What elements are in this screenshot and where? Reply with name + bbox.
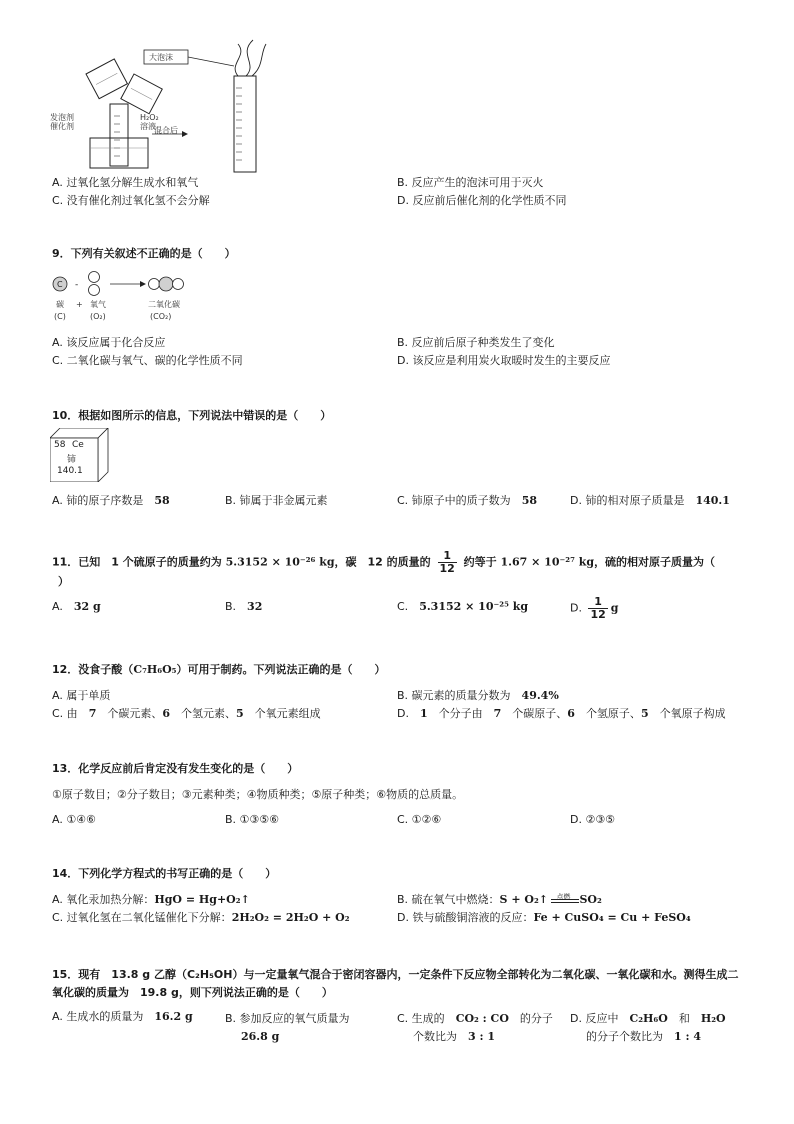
carbon-combustion-diagram — [50, 268, 200, 302]
mixed-label: 混合后 — [154, 126, 178, 135]
q12-option-b[interactable]: B. 碳元素的质量分数为 49.4% — [397, 689, 559, 702]
q10-stem: 10．根据如图所示的信息，下列说法中错误的是（ ） — [52, 409, 332, 422]
oxygen-formula: (O₂) — [90, 312, 106, 321]
element-symbol: Ce — [72, 440, 84, 450]
plus-sign: + — [76, 300, 83, 309]
q11-option-c[interactable]: C. 5.3152 × 10⁻²⁵ kg — [397, 600, 529, 613]
fraction-option-d: $\frac{1}{12}$ — [590, 595, 606, 621]
foam-wisp — [235, 40, 266, 76]
q11-option-a[interactable]: A. 32 g — [52, 600, 101, 613]
q12-option-c[interactable]: C. 由 7 个碳元素、6 个氢元素、5 个氧元素组成 — [52, 707, 321, 720]
q8-option-a[interactable]: A. 过氧化氢分解生成水和氧气 — [52, 176, 199, 189]
q9-stem: 9．下列有关叙述不正确的是（ ） — [52, 247, 236, 260]
q8-figure — [48, 36, 278, 176]
q8-option-b[interactable]: B. 反应产生的泡沫可用于灭火 — [397, 176, 544, 189]
q10-option-c[interactable]: C. 铈原子中的质子数为 58 — [397, 494, 537, 507]
q12-option-a[interactable]: A. 属于单质 — [52, 689, 111, 702]
q14-option-b[interactable]: B. 硫在氧气中燃烧：S + O₂↑ 点燃 SO₂ — [397, 893, 602, 906]
q13-stem: 13．化学反应前后肯定没有发生变化的是（ ） — [52, 762, 299, 775]
carbon-name: 碳 — [56, 300, 64, 309]
q9-option-a[interactable]: A. 该反应属于化合反应 — [52, 336, 166, 349]
trough — [90, 138, 148, 168]
q9-option-b[interactable]: B. 反应前后原子种类发生了变化 — [397, 336, 555, 349]
q15-stem: 15．现有 13.8 g 乙醇（C₂H₅OH）与一定量氧气混合于密闭容器内，一定条件下反应物全部转化为二氧化碳、一氧化碳和水。测得生成二氧化碳的质量为 19.8 g，则下列说法正确的是（ ） — [52, 968, 739, 999]
oxygen-name: 氧气 — [90, 300, 106, 309]
element-number: 58 — [54, 440, 66, 450]
foaming-agent-label: 发泡剂 催化剂 — [50, 113, 74, 131]
right-beaker — [121, 74, 162, 114]
svg-text:-: - — [75, 280, 79, 290]
q8-option-c[interactable]: C. 没有催化剂过氧化氢不会分解 — [52, 194, 210, 207]
q14-option-d[interactable]: D. 铁与硫酸铜溶液的反应：Fe + CuSO₄ = Cu + FeSO₄ — [397, 911, 691, 924]
q11-stem-close: ） — [58, 575, 69, 588]
q12-option-d[interactable]: D. 1 个分子由 7 个碳原子、6 个氢原子、5 个氧原子构成 — [397, 707, 726, 720]
q13-option-a[interactable]: A. ①④⑥ — [52, 813, 96, 826]
q10-option-d[interactable]: D. 铈的相对原子质量是 140.1 — [570, 494, 730, 507]
carbon-formula: (C) — [54, 312, 66, 321]
q9-option-d[interactable]: D. 该反应是利用炭火取暖时发生的主要反应 — [397, 354, 611, 367]
q10-option-b[interactable]: B. 铈属于非金属元素 — [225, 494, 328, 507]
q13-option-d[interactable]: D. ②③⑤ — [570, 813, 616, 826]
q15-option-c[interactable]: C. 生成的 CO₂ : CO 的分子 个数比为 3 : 1 — [397, 1012, 553, 1043]
q14-stem: 14．下列化学方程式的书写正确的是（ ） — [52, 867, 277, 880]
element-mass: 140.1 — [57, 466, 83, 476]
tall-cylinder — [234, 76, 256, 172]
co2-formula: (CO₂) — [150, 312, 172, 321]
q13-option-c[interactable]: C. ①②⑥ — [397, 813, 442, 826]
q14-option-c[interactable]: C. 过氧化氢在二氧化锰催化下分解：2H₂O₂ = 2H₂O + O₂ — [52, 911, 350, 924]
q12-stem: 12．没食子酸（C₇H₆O₅）可用于制药。下列说法正确的是（ ） — [52, 663, 386, 676]
q11-option-d[interactable]: D. $\frac{1}{12}$ g — [570, 595, 619, 621]
q10-option-a[interactable]: A. 铈的原子序数是 58 — [52, 494, 170, 507]
q11-stem: 11．已知 1 个硫原子的质量约为 5.3152 × 10⁻²⁶ kg，碳 12 的质量的 $\frac{1}{12}$ 约等于 1.67 × 10⁻²⁷ kg，硫的相对原子质量为（ — [52, 549, 716, 575]
left-beaker — [86, 59, 127, 99]
q13-option-b[interactable]: B. ①③⑤⑥ — [225, 813, 279, 826]
q13-items: ①原子数目；②分子数目；③元素种类；④物质种类；⑤原子种类；⑥物质的总质量。 — [52, 788, 464, 801]
q9-option-c[interactable]: C. 二氧化碳与氧气、碳的化学性质不同 — [52, 354, 243, 367]
q14-option-a[interactable]: A. 氧化汞加热分解：HgO = Hg+O₂↑ — [52, 893, 250, 906]
co2-name: 二氧化碳 — [148, 300, 180, 309]
element-name: 铈 — [67, 455, 77, 465]
q15-option-d[interactable]: D. 反应中 C₂H₆O 和 H₂O 的分子个数比为 1 : 4 — [570, 1012, 726, 1043]
q15-option-b[interactable]: B. 参加反应的氧气质量为 26.8 g — [225, 1012, 350, 1043]
svg-text:C: C — [57, 280, 63, 289]
element-card — [50, 428, 110, 482]
fraction-one-twelfth: $\frac{1}{12}$ — [439, 549, 455, 575]
q9-figure — [50, 268, 200, 326]
small-cylinder — [110, 104, 128, 166]
combustion-condition-arrow: 点燃 — [551, 894, 579, 906]
h2o2-label: H₂O₂ 溶液 — [140, 113, 159, 131]
q15-option-a[interactable]: A. 生成水的质量为 16.2 g — [52, 1010, 193, 1023]
q11-option-b[interactable]: B. 32 — [225, 600, 263, 613]
q8-option-d[interactable]: D. 反应前后催化剂的化学性质不同 — [397, 194, 567, 207]
foam-label: 大泡沫 — [149, 53, 173, 62]
